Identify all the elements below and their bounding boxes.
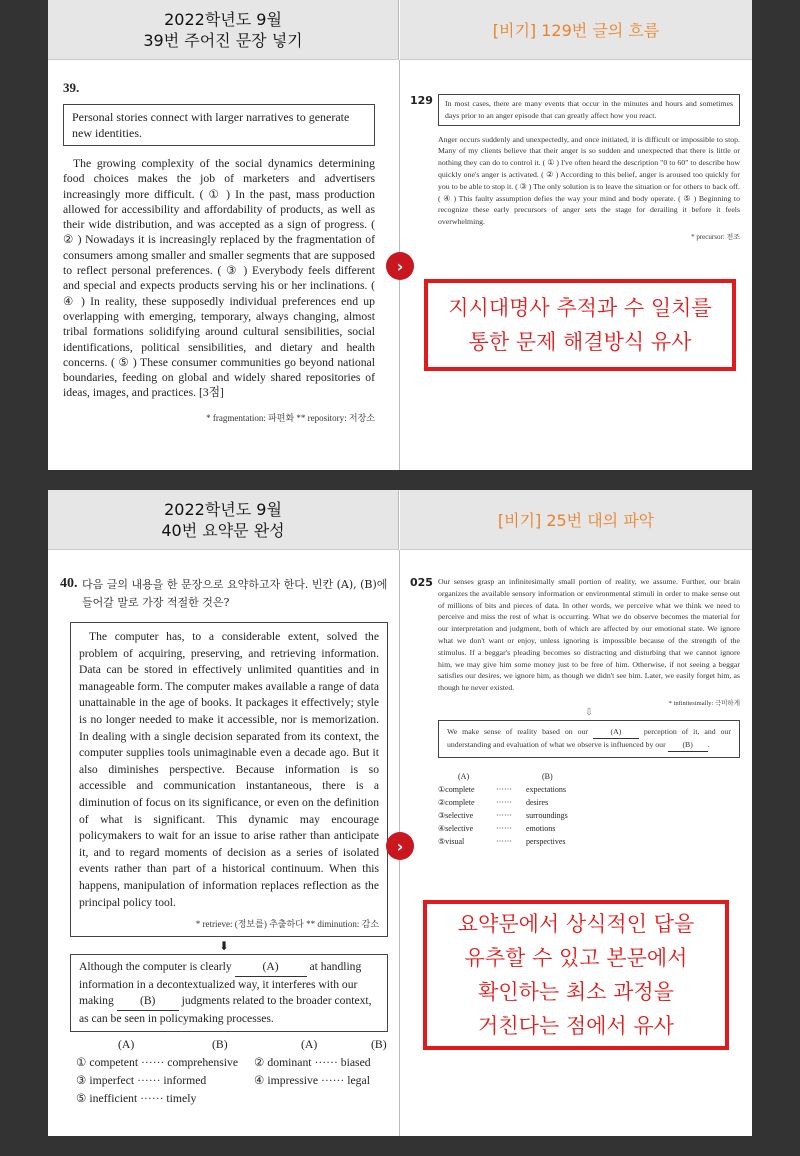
footnotes: * retrieve: (정보를) 추출하다 ** diminution: 감소 xyxy=(195,919,379,930)
header-reference: [비기] 25번 대의 파악 xyxy=(497,511,655,530)
footnotes: * fragmentation: 파편화 ** repository: 저장소 xyxy=(206,412,375,423)
callout-box xyxy=(424,279,736,371)
summary-text: Although the computer is clearly xyxy=(79,960,232,974)
option-5[interactable]: ⑤ inefficient ······ timely xyxy=(76,1092,197,1106)
ref-option-2: ②complete xyxy=(438,797,475,807)
callout-line: 거친다는 점에서 유사 xyxy=(478,1014,674,1038)
left-header xyxy=(48,0,399,60)
passage-box xyxy=(70,622,388,937)
right-header xyxy=(400,490,752,550)
ref-option-3: ③selective xyxy=(438,810,474,820)
down-arrow-icon: ⇩ xyxy=(584,706,594,718)
header-question-type: 39번 주어진 문장 넣기 xyxy=(143,30,303,50)
ref-option-1: ①complete xyxy=(438,784,475,794)
option-3[interactable]: ③ imperfect ······ informed xyxy=(76,1074,207,1088)
left-header xyxy=(48,490,399,550)
ref-option-4: ④selective xyxy=(438,823,474,833)
chevron-right-icon: › xyxy=(386,832,414,860)
reference-footnote: * precursor: 전조 xyxy=(691,232,740,241)
header-question-type: 40번 요약문 완성 xyxy=(161,520,285,540)
chevron-right-icon: › xyxy=(386,252,414,280)
summary-text: judgments related to the broader context, as can be seen in policymaking processes. xyxy=(79,994,372,1025)
callout-line: 확인하는 최소 과정을 xyxy=(478,980,674,1004)
header-exam-date: 2022학년도 9월 xyxy=(164,499,282,519)
blank-b: (B) xyxy=(117,993,179,1011)
question-number: 40. xyxy=(60,576,78,591)
comparison-panel-2 xyxy=(48,490,752,1136)
answer-options xyxy=(76,1036,388,1128)
down-arrow-icon: ⬇ xyxy=(218,939,230,954)
options-header-a: (A) xyxy=(301,1038,318,1052)
reference-options: (A) (B) ①complete ······ expectations ②complete ······ desires ③selective ······ surroundings ④selective ······ emotions ⑤visual ······ perspectives xyxy=(438,771,568,846)
question-instruction: 다음 글의 내용을 한 문장으로 요약하고자 한다. 빈칸 (A), (B)에 들어갈 말로 가장 적절한 것은? xyxy=(82,578,388,609)
callout-line: 유추할 수 있고 본문에서 xyxy=(464,946,688,970)
callout-line: 요약문에서 상식적인 답을 xyxy=(457,912,695,936)
header-reference: [비기] 129번 글의 흐름 xyxy=(492,21,660,40)
given-sentence-box: Personal stories connect with larger narratives to generate new identities. xyxy=(63,104,375,146)
reference-number: 025 xyxy=(410,576,433,589)
ref-option-5: ⑤visual xyxy=(438,836,465,846)
comparison-panel-1 xyxy=(48,0,752,470)
reference-number: 129 xyxy=(410,94,433,107)
callout-line: 통한 문제 해결방식 유사 xyxy=(468,330,692,354)
blank-a: (A) xyxy=(235,959,307,977)
callout-box xyxy=(423,900,729,1050)
summary-text: at handling information in a decontextualized way, it interferes with our making xyxy=(79,960,362,1008)
option-1[interactable]: ① competent ······ comprehensive xyxy=(76,1056,239,1070)
question-number: 39. xyxy=(63,80,80,95)
question-passage: The computer has, to a considerable extent, solved the problem of acquiring, preserving, and retrieving information. Data can be stored in effectively unlimited quantities and in manageable form. The computer makes available a range of data unattainable in the age of books. It packages it effectively; style is no longer needed to make it accessible, nor is memorization. In dealing with a single decision separated from its context, the computer supplies tools unimaginable even a decade ago. But it also diminishes perspective. Because information is so accessible and communication instantaneous, there is a diminution of focus on its significance, or even on the definition of what is significant. This dynamic may encourage policymakers to wait for an issue to arise rather than anticipate it, and to regard moments of decision as a series of isolated events rather than part of a historical continuum. When this happens, manipulation of information replaces reflection as the principal policy tool. xyxy=(79,630,379,909)
reference-passage: Our senses grasp an infinitesimally small portion of reality, we assume. Further, our brain organizes the available sensory information or environmental stimuli in order to make sense out of millions of bits and pieces of data. In other words, we perceive what we think we need to perceive and miss the rest of what is occurring. What we do observe becomes the material for our interpretation and judgment, both of which are affected by our emotional state. We ignore what we don't want or enjoy, unless ignoring is impossible because of the strength of the stimulus. If a beggar's pleading becomes so distracting and disturbing that we cannot ignore him, we may give him some money just to be free of him. Otherwise, if not seeing a beggar satisfies our desires, we ignore him, as though we didn't see him. Later, we easily forget him, as though he never existed. xyxy=(438,577,740,693)
reference-summary-box: We make sense of reality based on our (A) perception of it, and our understanding and evaluation of what we observe is influenced by our (B) . xyxy=(438,720,740,758)
option-2[interactable]: ② dominant ······ biased xyxy=(254,1056,371,1070)
options-header-b: (B) xyxy=(371,1038,387,1052)
callout-line: 지시대명사 추적과 수 일치를 xyxy=(448,296,712,320)
options-header-b: (B) xyxy=(212,1038,228,1052)
option-4[interactable]: ④ impressive ······ legal xyxy=(254,1074,370,1088)
question-passage: The growing complexity of the social dynamics determining food choices makes the job of marketers and advertisers increasingly more difficult. ( ① ) In the past, mass production allowed for accessibility and affordability of products, as well as their wide distribution, and was accepted as a sign of progress. ( ② ) Nowadays it is increasingly replaced by the fragmentation of consumers among smaller and smaller segments that are supposed to reflect personal preferences. ( ③ ) Everybody feels different and special and expects products serving his or her inclinations. ( ④ ) In reality, these supposedly individual preferences end up overlapping with emerging, temporary, always changing, almost tribal formations solidifying around cultural sensibilities, social identifications, political sensibilities, and dietary and health concerns. ( ⑤ ) These consumer communities go beyond national boundaries, feeding on global and widely shared repositories of ideas, images, and practices. [3점] xyxy=(63,157,375,400)
header-exam-date: 2022학년도 9월 xyxy=(164,9,282,29)
options-header-a: (A) xyxy=(118,1038,135,1052)
summary-box xyxy=(70,954,388,1032)
reference-footnote: * infinitesimally: 극미하게 xyxy=(668,699,740,707)
right-header xyxy=(400,0,752,60)
reference-given-box: In most cases, there are many events that occur in the minutes and hours and sometimes days prior to an anger episode that can greatly affect how you react. xyxy=(438,94,740,126)
reference-passage: Anger occurs suddenly and unexpectedly, and once initiated, it is difficult or impossible to stop. Many of my clients believe that their anger is so sudden and unexpected that there is little or nothing they can do to control it. ( ① ) I've often heard the description "0 to 60" to describe how quickly one's anger is activated. ( ② ) According to this belief, anger is aroused too quickly for you to be able to stop it. ( ③ ) The only solution is to leave the situation or for others to back off. ( ④ ) This faulty assumption defies the way your mind and body operate. ( ⑤ ) Beginning to recognize these early precursors of anger sets the stage for derailing it before it feels overwhelming. xyxy=(438,134,740,227)
